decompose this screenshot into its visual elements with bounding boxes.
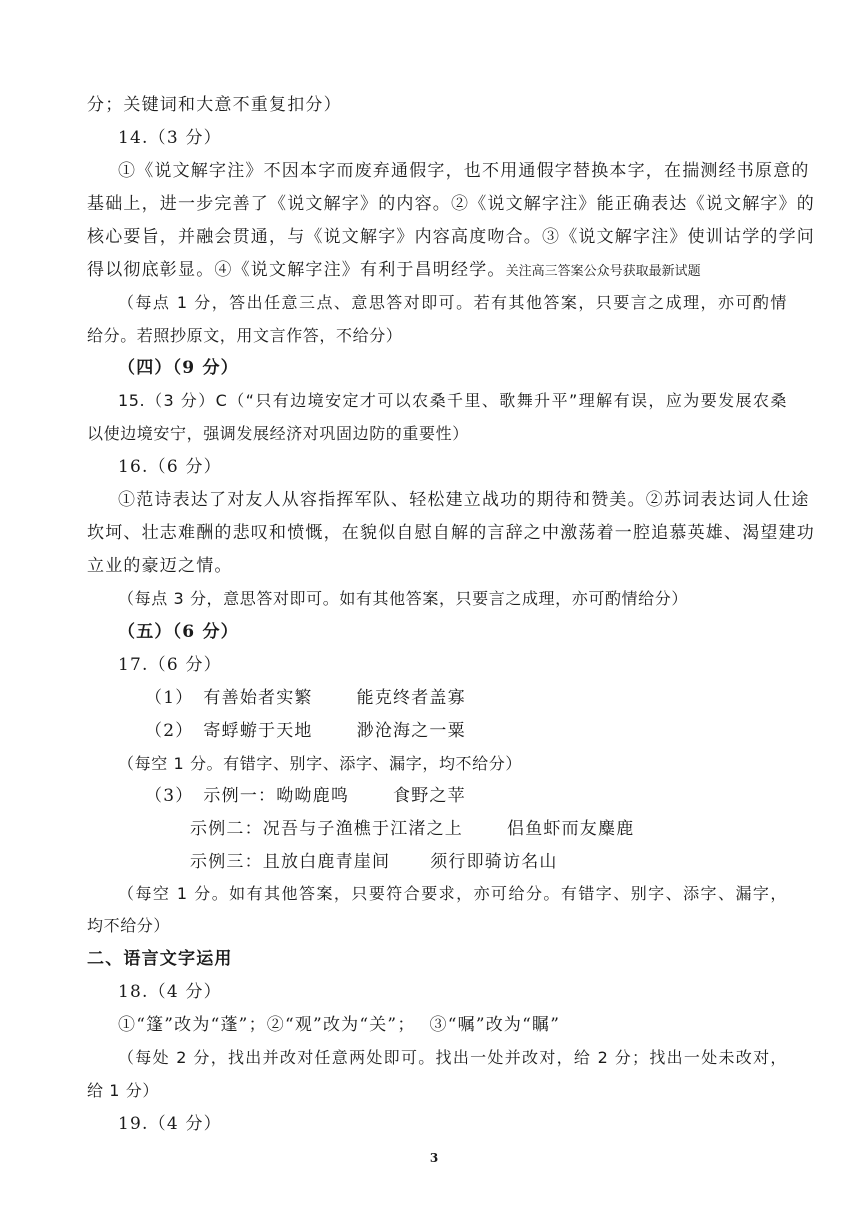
text-span: 15.（3 分）C（“只有边境安定才可以农桑千里、歌舞升平”理解有误，应为要发展农桑 — [118, 391, 787, 410]
page-number: 3 — [429, 1151, 439, 1165]
section-heading-5 — [118, 620, 818, 644]
answer-line — [87, 225, 815, 249]
text-span: 分；关键词和大意不重复扣分） — [87, 95, 342, 115]
answer-blank: 渺沧海之一粟 — [356, 721, 466, 741]
text-span: 19.（4 分） — [118, 1114, 222, 1134]
question-14-heading — [118, 126, 818, 150]
answer-line — [87, 521, 815, 545]
scoring-note — [118, 291, 787, 315]
scoring-note — [118, 882, 787, 906]
question-19-heading — [118, 1112, 818, 1136]
question-17-heading — [118, 653, 818, 677]
text-span: 以使边境安宁，强调发展经济对巩固边防的重要性） — [87, 424, 469, 443]
text-span: 坎坷、壮志难酬的悲叹和愤慨，在貌似自慰自解的言辞之中激荡着一腔追慕英雄、渴望建功 — [87, 523, 815, 543]
example-answer: 示例一：呦呦鹿鸣 — [203, 786, 350, 806]
text-span: 得以彻底彰显。④《说文解字注》有利于昌明经学。 — [87, 260, 506, 280]
fill-blank-row — [145, 719, 845, 743]
example-answer: 须行即骑访名山 — [430, 852, 558, 872]
item-number: （3） — [145, 786, 194, 806]
text-span: （每空 1 分。如有其他答案，只要符合要求，亦可给分。有错字、别字、添字、漏字， — [118, 884, 787, 903]
text-span: （每空 1 分。有错字、别字、添字、漏字，均不给分） — [118, 754, 522, 773]
text-span: （每点 1 分，答出任意三点、意思答对即可。若有其他答案，只要言之成理，亦可酌情 — [118, 293, 787, 312]
text-span: 基础上，进一步完善了《说文解字》的内容。②《说文解字注》能正确表达《说文解字》的 — [87, 194, 815, 214]
scoring-note — [118, 752, 818, 776]
text-span: 16.（6 分） — [118, 457, 222, 477]
text-span: ①《说文解字注》不因本字而废弃通假字，也不用通假字替换本字，在揣测经书原意的 — [118, 161, 810, 181]
watermark-text: 关注高三答案公众号获取最新试题 — [505, 264, 701, 279]
section-heading-4 — [118, 356, 818, 380]
example-answer: 示例三：且放白鹿青崖间 — [190, 852, 391, 872]
question-18-answer — [118, 1013, 818, 1037]
answer-line — [118, 159, 810, 183]
example-row — [145, 784, 845, 808]
example-row — [190, 850, 868, 874]
text-span: 给 1 分） — [87, 1081, 159, 1100]
answer-line — [118, 488, 810, 512]
scoring-note — [87, 914, 787, 938]
text-span: 17.（6 分） — [118, 655, 222, 675]
answer-blank: 能克终者盖寡 — [356, 688, 466, 708]
answer-blank: 有善始者实繁 — [203, 688, 313, 708]
text-span: 均不给分） — [87, 916, 171, 935]
answer-blank: 寄蜉蝣于天地 — [203, 721, 313, 741]
question-18-heading — [118, 980, 818, 1004]
text-span: （四）（9 分） — [118, 358, 239, 378]
question-15-answer — [118, 389, 787, 413]
text-span: 二、语言文字运用 — [87, 949, 233, 969]
text-span: ①范诗表达了对友人从容指挥军队、轻松建立战功的期待和赞美。②苏词表达词人仕途 — [118, 490, 810, 510]
part-two-heading — [87, 947, 787, 971]
text-span: ③“嘱”改为“瞩” — [429, 1015, 561, 1035]
scoring-note — [87, 1079, 787, 1103]
item-number: （2） — [145, 721, 194, 741]
example-answer: 示例二：况吾与子渔樵于江渚之上 — [190, 819, 463, 839]
text-span: ①“篷”改为“蓬”；②“观”改为“关”； — [118, 1015, 416, 1035]
text-span: （五）（6 分） — [118, 622, 239, 642]
text-span: 立业的豪迈之情。 — [87, 556, 233, 576]
text-line — [87, 93, 787, 117]
example-row — [190, 817, 868, 841]
question-16-heading — [118, 455, 818, 479]
item-number: （1） — [145, 688, 194, 708]
answer-line — [87, 192, 815, 216]
example-answer: 食野之苹 — [393, 786, 466, 806]
scoring-note — [118, 587, 818, 611]
answer-line — [87, 258, 787, 284]
text-span: 18.（4 分） — [118, 982, 222, 1002]
question-15-answer — [87, 422, 787, 446]
text-span: 14.（3 分） — [118, 128, 222, 148]
text-span: 给分。若照抄原文，用文言作答，不给分） — [87, 326, 403, 345]
text-span: （每点 3 分，意思答对即可。如有其他答案，只要言之成理，亦可酌情给分） — [118, 589, 688, 608]
scoring-note — [87, 324, 787, 348]
answer-line — [87, 554, 787, 578]
scoring-note — [118, 1046, 787, 1070]
text-span: （每处 2 分，找出并改对任意两处即可。找出一处并改对，给 2 分；找出一处未改对， — [118, 1048, 787, 1067]
text-span: 核心要旨，并融会贯通，与《说文解字》内容高度吻合。③《说文解字注》使训诂学的学问 — [87, 227, 815, 247]
example-answer: 侣鱼虾而友麋鹿 — [507, 819, 635, 839]
fill-blank-row — [145, 686, 845, 710]
